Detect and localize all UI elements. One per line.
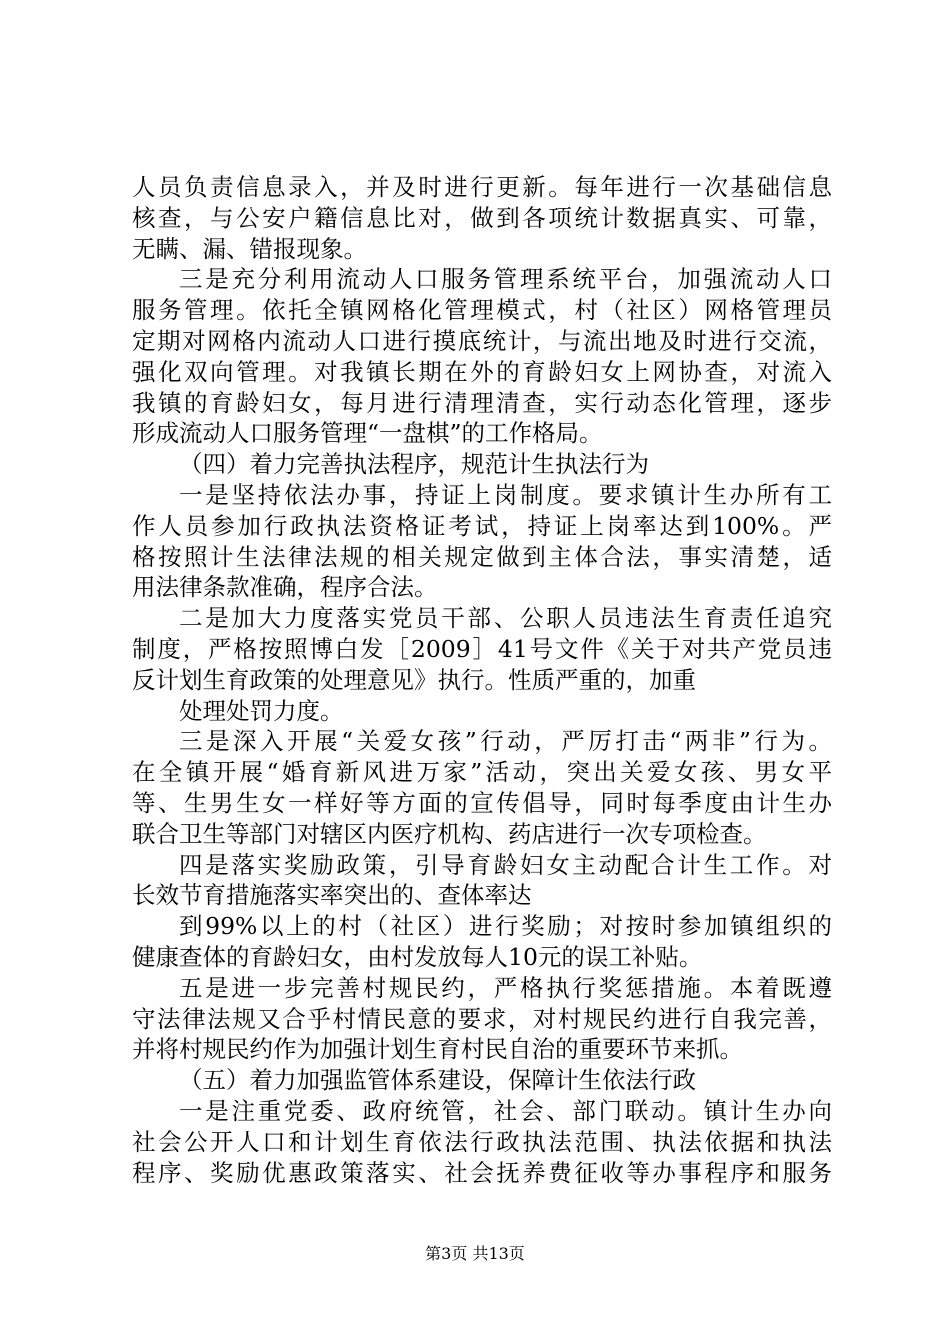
text-line: 健康查体的育龄妇女，由村发放每人10元的误工补贴。 [132,942,703,971]
text-line: 无瞒、漏、错报现象。 [132,234,367,263]
text-line: 二是加大力度落实党员干部、公职人员违法生育责任追究 [179,604,832,633]
text-line: 用法律条款准确，程序合法。 [132,573,438,602]
text-line: 一是坚持依法办事，持证上岗制度。要求镇计生办所有工 [179,480,832,509]
text-line: 长效节育措施落实率突出的、查体率达 [132,881,532,910]
text-line: 三是深入开展“关爱女孩”行动，严厉打击“两非”行为。 [179,727,832,756]
text-line: 到99%以上的村（社区）进行奖励；对按时参加镇组织的 [179,912,832,941]
text-line: 格按照计生法律法规的相关规定做到主体合法，事实清楚，适 [132,542,832,571]
text-line: 四是落实奖励政策，引导育龄妇女主动配合计生工作。对 [179,850,832,879]
text-line: 反计划生育政策的处理意见》执行。性质严重的，加重 [132,665,696,694]
text-line: 作人员参加行政执法资格证考试，持证上岗率达到100%。严 [132,511,832,540]
text-line: （五）着力加强监管体系建设，保障计生依法行政 [179,1066,696,1095]
text-line: 等、生男生女一样好等方面的宣传倡导，同时每季度由计生办 [132,788,832,817]
text-line: 制度，严格按照博白发［2009］41号文件《关于对共产党员违 [132,634,832,663]
text-line: 一是注重党委、政府统管，社会、部门联动。镇计生办向 [179,1096,832,1125]
text-line: 我镇的育龄妇女，每月进行清理清查，实行动态化管理，逐步 [132,388,832,417]
page-footer: 第3页 共13页 [425,1244,525,1263]
text-line: （四）着力完善执法程序，规范计生执法行为 [179,450,649,479]
text-line: 处理处罚力度。 [179,696,344,725]
text-line: 形成流动人口服务管理“一盘棋”的工作格局。 [132,419,603,448]
text-line: 三是充分利用流动人口服务管理系统平台，加强流动人口 [179,265,832,294]
text-line: 在全镇开展“婚育新风进万家”活动，突出关爱女孩、男女平 [132,758,832,787]
document-body [132,172,832,1188]
text-line: 定期对网格内流动人口进行摸底统计，与流出地及时进行交流， [132,326,832,355]
text-line: 守法律法规又合乎村情民意的要求，对村规民约进行自我完善， [132,1004,832,1033]
text-line: 社会公开人口和计划生育依法行政执法范围、执法依据和执法 [132,1127,832,1156]
text-line: 人员负责信息录入，并及时进行更新。每年进行一次基础信息 [132,173,832,201]
text-line: 程序、奖励优惠政策落实、社会抚养费征收等办事程序和服务 [132,1158,832,1187]
text-line: 联合卫生等部门对辖区内医疗机构、药店进行一次专项检查。 [132,819,767,848]
text-line: 五是进一步完善村规民约，严格执行奖惩措施。本着既遵 [179,973,832,1002]
text-line: 服务管理。依托全镇网格化管理模式，村（社区）网格管理员 [132,296,832,325]
text-line: 强化双向管理。对我镇长期在外的育龄妇女上网协查，对流入 [132,357,832,386]
text-line: 核查，与公安户籍信息比对，做到各项统计数据真实、可靠， [132,203,832,232]
text-line: 并将村规民约作为加强计划生育村民自治的重要环节来抓。 [132,1035,743,1064]
